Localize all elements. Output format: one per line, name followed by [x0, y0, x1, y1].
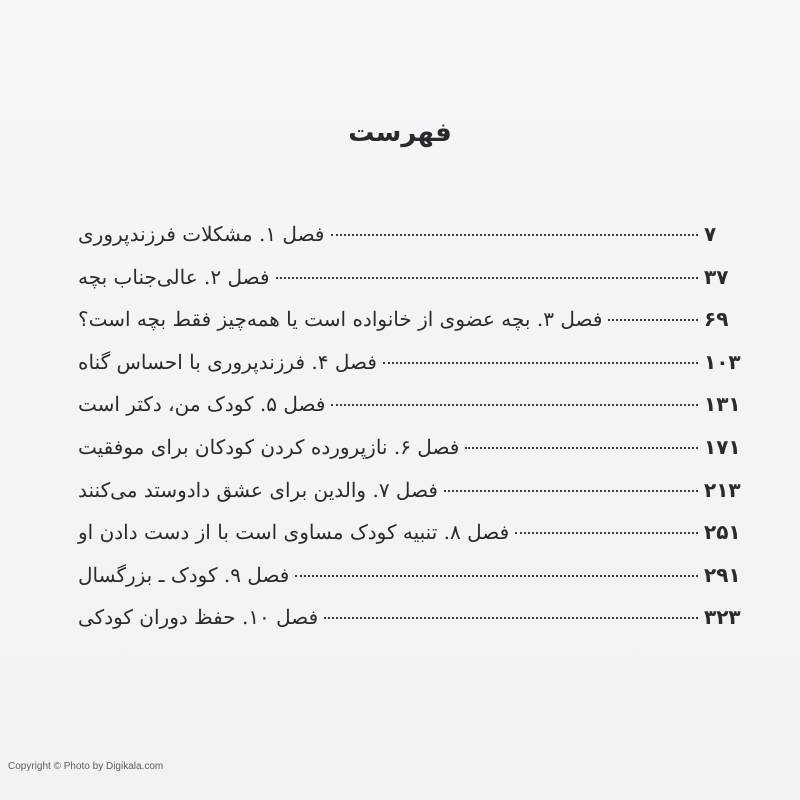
page-number: ۱۰۳	[704, 349, 741, 374]
chapter-title: فصل ۹. کودک ـ بزرگسال	[78, 562, 290, 587]
toc-entry-10	[78, 605, 744, 648]
dot-leader	[444, 490, 698, 492]
dot-leader	[608, 319, 698, 321]
toc-entry-6	[78, 435, 744, 478]
page-number: ۷	[704, 222, 717, 246]
toc-entry-2	[78, 265, 744, 308]
chapter-title: فصل ۶. نازپرورده کردن کودکان برای موفقیت	[78, 434, 460, 459]
page-number: ۱۳۱	[704, 392, 741, 417]
toc-entry-3	[78, 307, 744, 350]
page-number: ۳۷	[704, 264, 729, 289]
toc-entry-8	[78, 520, 744, 563]
page-number: ۲۱۳	[704, 477, 741, 502]
page-number: ۲۹۱	[704, 562, 741, 587]
dot-leader	[276, 277, 698, 279]
toc-heading: فهرست	[348, 118, 452, 148]
page-number: ۳۲۳	[704, 605, 741, 630]
chapter-title: فصل ۷. والدین برای عشق دادوستد می‌کنند	[78, 477, 438, 502]
page-number: ۶۹	[704, 307, 729, 332]
toc-entry-5	[78, 392, 744, 435]
toc-entry-1	[78, 222, 744, 265]
chapter-title: فصل ۴. فرزندپروری با احساس گناه	[78, 349, 377, 374]
dot-leader	[331, 404, 698, 406]
toc-entry-9	[78, 563, 744, 606]
chapter-title: فصل ۵. کودک من، دکتر است	[78, 392, 326, 417]
chapter-title: فصل ۸. تنبیه کودک مساوی است با از دست دادن او	[78, 520, 510, 545]
page-number: ۲۵۱	[704, 520, 741, 545]
toc-entry-7	[78, 478, 744, 521]
dot-leader	[465, 447, 698, 449]
dot-leader	[295, 575, 698, 577]
dot-leader	[324, 617, 698, 619]
photo-copyright: Copyright © Photo by Digikala.com	[8, 761, 164, 772]
dot-leader	[383, 362, 698, 364]
dot-leader	[515, 532, 698, 534]
toc-entry-4	[78, 350, 744, 393]
page-number: ۱۷۱	[704, 434, 741, 459]
chapter-title: فصل ۱۰. حفظ دوران کودکی	[78, 605, 319, 630]
chapter-title: فصل ۱. مشکلات فرزندپروری	[78, 222, 325, 246]
chapter-title: فصل ۲. عالی‌جناب بچه	[78, 264, 270, 289]
dot-leader	[331, 234, 699, 236]
chapter-title: فصل ۳. بچه عضوی از خانواده است یا همه‌چیز فقط بچه است؟	[78, 307, 603, 332]
table-of-contents	[78, 222, 744, 648]
